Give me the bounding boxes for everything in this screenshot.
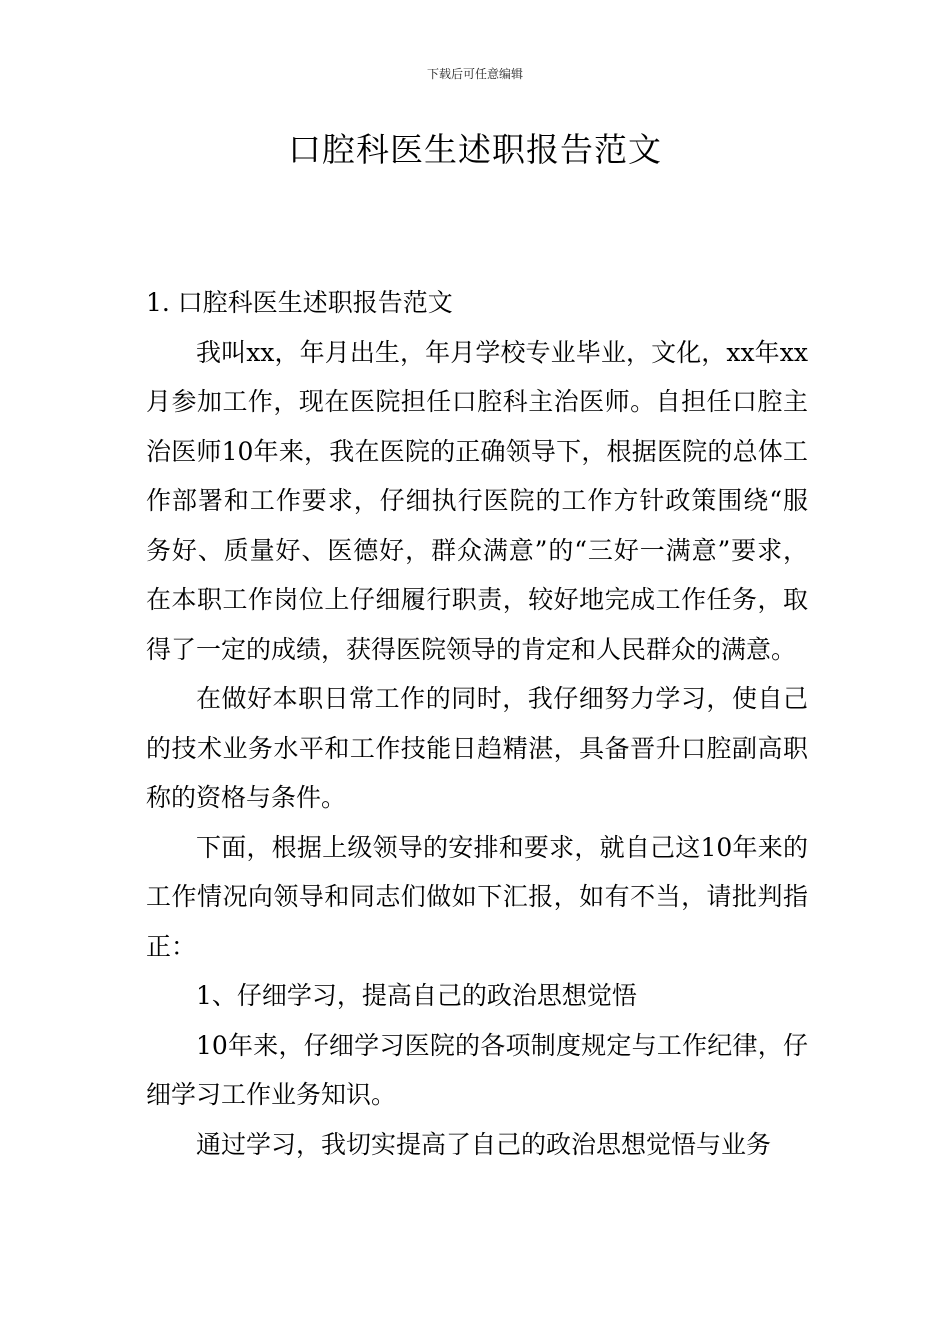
document-title: 口腔科医生述职报告范文 xyxy=(288,130,662,169)
document-body xyxy=(146,278,808,1169)
paragraph: 在做好本职日常工作的同时，我仔细努力学习，使自己的技术业务水平和工作技能日趋精湛，具备晋升口腔副高职称的资格与条件。 xyxy=(146,684,808,812)
paragraph: 10年来，仔细学习医院的各项制度规定与工作纪律，仔细学习工作业务知识。 xyxy=(146,1030,808,1109)
paragraph: 我叫xx，年月出生，年月学校专业毕业，文化，xx年xx月参加工作，现在医院担任口腔科主治医师。自担任口腔主治医师10年来，我在医院的正确领导下，根据医院的总体工作部署和工作要求，仔细执行医院的工作方针政策围绕“服务好、质量好、医德好，群众满意”的“三好一满意”要求，在本职工作岗位上仔细履行职责，较好地完成工作任务，取得了一定的成绩，获得医院领导的肯定和人民群众的满意。 xyxy=(146,337,808,664)
section-heading: 1. 口腔科医生述职报告范文 xyxy=(146,288,453,317)
paragraph: 下面，根据上级领导的安排和要求，就自己这10年来的工作情况向领导和同志们做如下汇报，如有不当，请批判指正： xyxy=(146,832,808,961)
header-note: 下载后可任意编辑 xyxy=(426,67,523,81)
paragraph: 通过学习，我切实提高了自己的政治思想觉悟与业务 xyxy=(196,1129,772,1159)
list-heading: 1、仔细学习，提高自己的政治思想觉悟 xyxy=(196,981,637,1010)
